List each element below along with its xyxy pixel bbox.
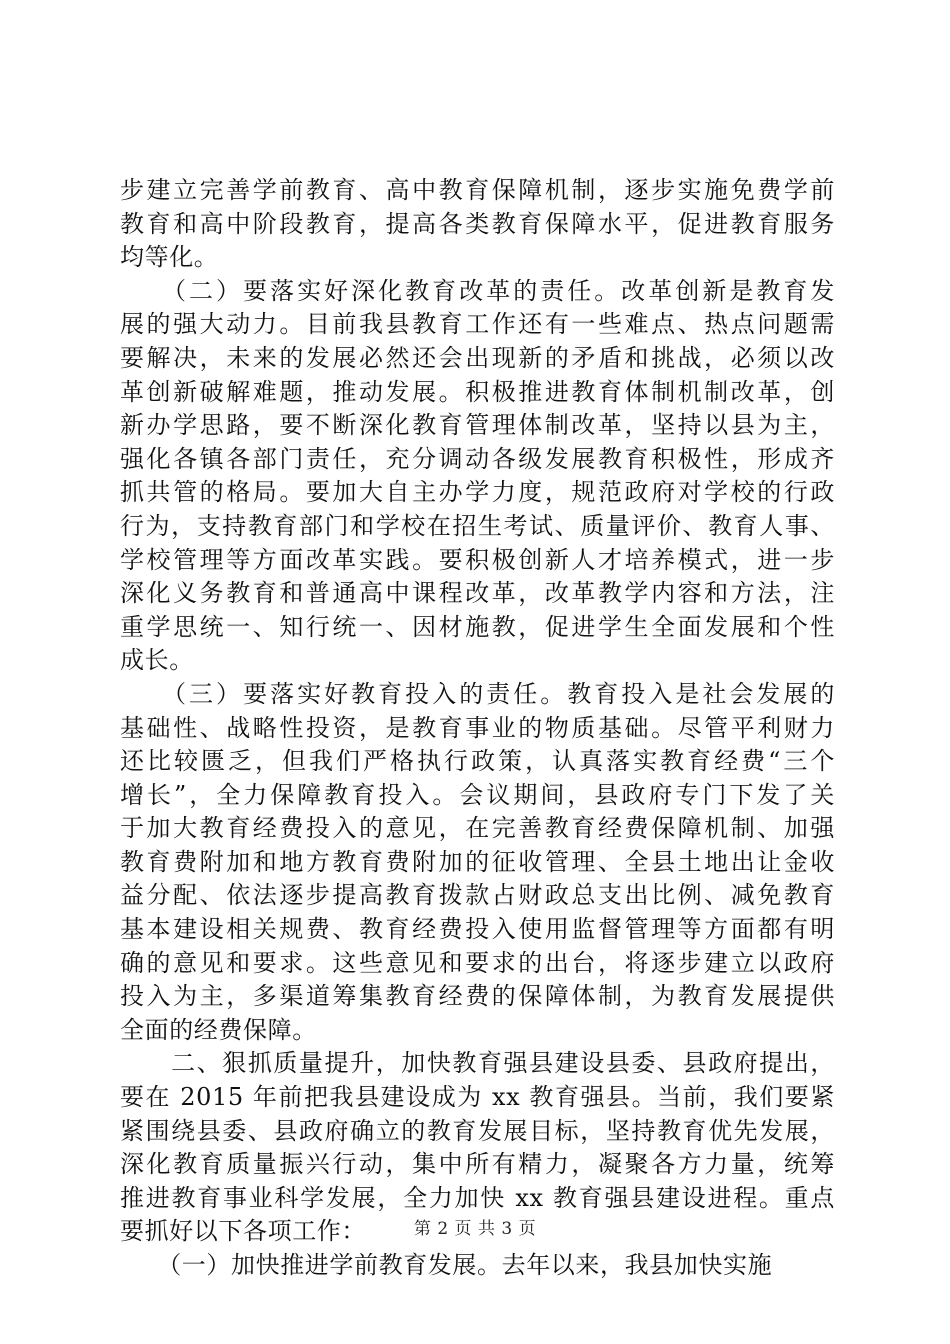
text-line: 革创新破解难题，推动发展。积极推进教育体制机制改革，创 bbox=[120, 377, 835, 406]
document-body bbox=[120, 174, 835, 1283]
text-line: 强化各镇各部门责任，充分调动各级发展教育积极性，形成齐 bbox=[120, 444, 835, 473]
text-line: 还比较匮乏，但我们严格执行政策，认真落实教育经费“三个 bbox=[120, 747, 835, 776]
text-line: 益分配、依法逐步提高教育拨款占财政总支出比例、减免教育 bbox=[120, 881, 835, 910]
text-line: 增长”，全力保障教育投入。会议期间，县政府专门下发了关 bbox=[120, 780, 835, 809]
page-footer: 第 2 页 共 3 页 bbox=[413, 1219, 537, 1239]
text-line: 要抓好以下各项工作： bbox=[120, 1217, 366, 1246]
text-line: 教育和高中阶段教育，提高各类教育保障水平，促进教育服务 bbox=[120, 209, 835, 238]
text-line: 要在 2015 年前把我县建设成为 xx 教育强县。当前，我们要紧 bbox=[120, 1083, 835, 1112]
text-line: 展的强大动力。目前我县教育工作还有一些难点、热点问题需 bbox=[120, 310, 835, 339]
text-line: 抓共管的格局。要加大自主办学力度，规范政府对学校的行政 bbox=[120, 478, 835, 507]
text-line: 学校管理等方面改革实践。要积极创新人才培养模式，进一步 bbox=[120, 545, 835, 574]
text-line: （一）加快推进学前教育发展。去年以来，我县加快实施 bbox=[120, 1251, 773, 1279]
text-line: 紧围绕县委、县政府确立的教育发展目标，坚持教育优先发展， bbox=[120, 1116, 835, 1145]
text-line: 基本建设相关规费、教育经费投入使用监督管理等方面都有明 bbox=[120, 915, 835, 944]
text-line: 新办学思路，要不断深化教育管理体制改革，坚持以县为主， bbox=[120, 411, 835, 440]
text-line: （二）要落实好深化教育改革的责任。改革创新是教育发 bbox=[120, 276, 835, 305]
text-line: 行为，支持教育部门和学校在招生考试、质量评价、教育人事、 bbox=[120, 511, 835, 540]
text-line: 深化义务教育和普通高中课程改革，改革教学内容和方法，注 bbox=[120, 579, 835, 608]
text-line: 投入为主，多渠道筹集教育经费的保障体制，为教育发展提供 bbox=[120, 982, 835, 1011]
text-line: 重学思统一、知行统一、因材施教，促进学生全面发展和个性 bbox=[120, 612, 835, 641]
text-line: 基础性、战略性投资，是教育事业的物质基础。尽管平利财力 bbox=[120, 713, 835, 742]
text-line: 均等化。 bbox=[120, 243, 219, 272]
text-line: 要解决，未来的发展必然还会出现新的矛盾和挑战，必须以改 bbox=[120, 343, 835, 372]
text-line: 教育费附加和地方教育费附加的征收管理、全县土地出让金收 bbox=[120, 847, 835, 876]
text-line: 确的意见和要求。这些意见和要求的出台，将逐步建立以政府 bbox=[120, 948, 835, 977]
text-line: 全面的经费保障。 bbox=[120, 1015, 317, 1044]
text-line: 于加大教育经费投入的意见，在完善教育经费保障机制、加强 bbox=[120, 814, 835, 843]
text-line: 深化教育质量振兴行动，集中所有精力，凝聚各方力量，统筹 bbox=[120, 1150, 835, 1179]
text-line: 二、狠抓质量提升，加快教育强县建设县委、县政府提出， bbox=[120, 1049, 835, 1078]
text-line: （三）要落实好教育投入的责任。教育投入是社会发展的 bbox=[120, 679, 835, 708]
text-line: 步建立完善学前教育、高中教育保障机制，逐步实施免费学前 bbox=[120, 176, 835, 204]
text-line: 成长。 bbox=[120, 646, 194, 675]
text-line: 推进教育事业科学发展，全力加快 xx 教育强县建设进程。重点 bbox=[120, 1183, 835, 1212]
